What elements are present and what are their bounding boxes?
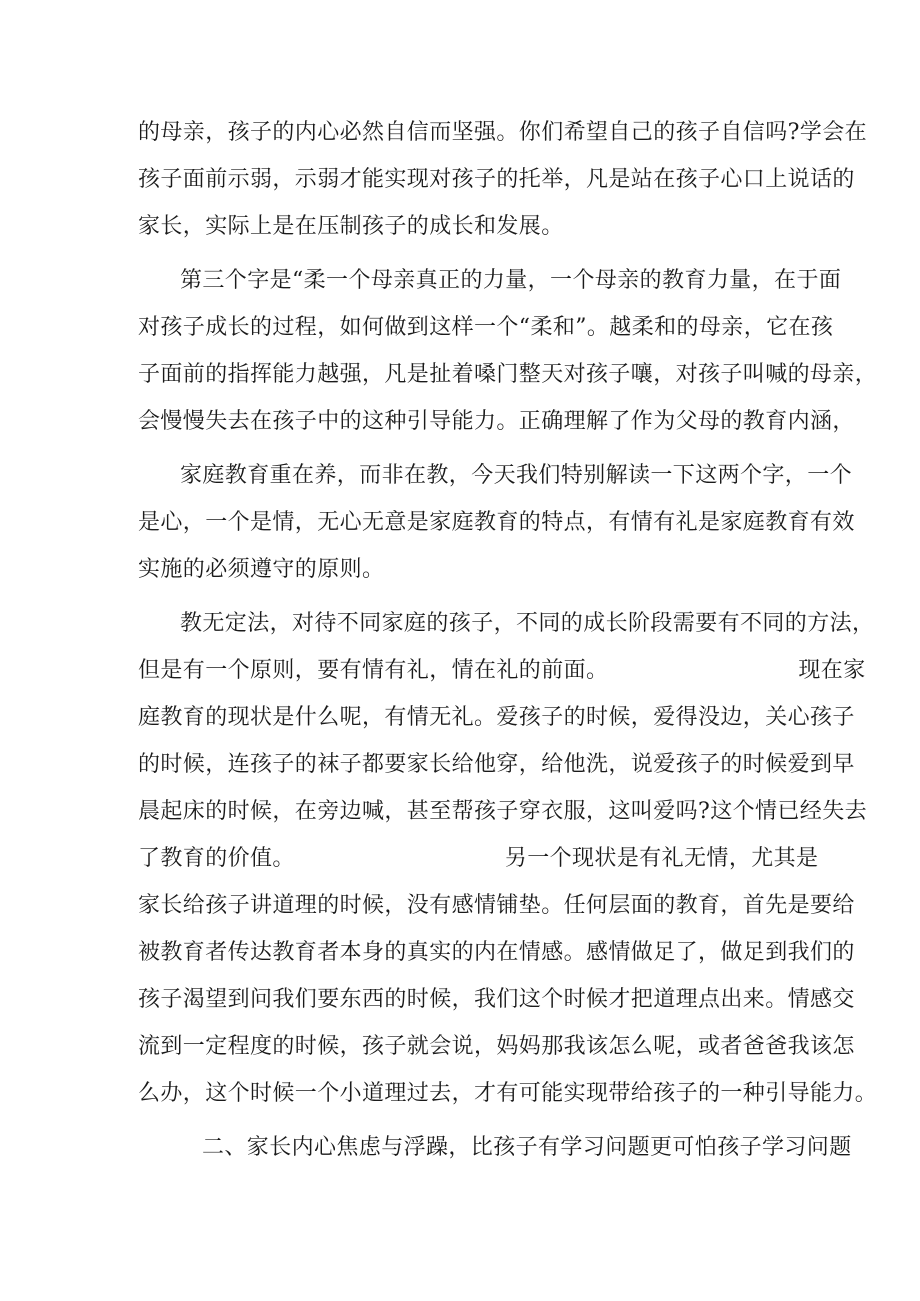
paragraph-line: 晨起床的时候，在旁边喊，甚至帮孩子穿衣服，这叫爱吗?这个情已经失去: [138, 799, 867, 824]
section-heading: 二、家长内心焦虑与浮躁，比孩子有学习问题更可怕孩子学习问题: [202, 1135, 852, 1160]
paragraph-line: 子面前的指挥能力越强，凡是扯着嗓门整天对孩子嚷，对孩子叫喊的母亲，: [138, 362, 878, 387]
paragraph-line: 教无定法，对待不同家庭的孩子，不同的成长阶段需要有不同的方法，: [180, 611, 875, 636]
paragraph-line: 庭教育的现状是什么呢，有情无礼。爱孩子的时候，爱得没边，关心孩子: [138, 705, 855, 730]
paragraph-line-segment: 现在家: [798, 658, 866, 683]
paragraph-line-segment: 另一个现状是有礼无情，尤其是: [504, 846, 819, 871]
paragraph-line: 第三个字是“柔一个母亲真正的力量，一个母亲的教育力量，在于面: [180, 268, 842, 293]
paragraph-line: 孩子渴望到问我们要东西的时候，我们这个时候才把道理点出来。情感交: [138, 987, 855, 1012]
paragraph-line: [138, 656, 866, 686]
paragraph-line: 是心，一个是情，无心无意是家庭教育的特点，有情有礼是家庭教育有效: [138, 510, 855, 535]
paragraph-line: 被教育者传达教育者本身的真实的内在情感。感情做足了，做足到我们的: [138, 940, 855, 965]
paragraph-line: 对孩子成长的过程，如何做到这样一个“柔和”。越柔和的母亲，它在孩: [138, 315, 834, 340]
paragraph-line: 的时候，连孩子的袜子都要家长给他穿，给他洗，说爱孩子的时候爱到早: [138, 752, 855, 777]
paragraph-line-segment: 了教育的价值。: [138, 846, 295, 871]
paragraph-line: 家长给孩子讲道理的时候，没有感情铺垫。任何层面的教育，首先是要给: [138, 893, 855, 918]
paragraph-line: 么办，这个时候一个小道理过去，才有可能实现带给孩子的一种引导能力。: [138, 1081, 878, 1106]
paragraph-line-segment: 但是有一个原则，要有情有礼，情在礼的前面。: [138, 658, 609, 683]
paragraph-line: 家庭教育重在养，而非在教，今天我们特别解读一下这两个字，一个: [180, 463, 853, 488]
paragraph-line: 流到一定程度的时候，孩子就会说，妈妈那我该怎么呢，或者爸爸我该怎: [138, 1034, 855, 1059]
paragraph-line: 会慢慢失去在孩子中的这种引导能力。正确理解了作为父母的教育内涵，: [138, 409, 855, 434]
paragraph-line: 的母亲，孩子的内心必然自信而坚强。你们希望自己的孩子自信吗?学会在: [138, 120, 867, 145]
paragraph-line: [138, 844, 819, 874]
paragraph-line: 家长，实际上是在压制孩子的成长和发展。: [138, 214, 564, 239]
paragraph-line: 孩子面前示弱，示弱才能实现对孩子的托举，凡是站在孩子心口上说话的: [138, 167, 855, 192]
paragraph-line: 实施的必须遵守的原则。: [138, 557, 385, 582]
